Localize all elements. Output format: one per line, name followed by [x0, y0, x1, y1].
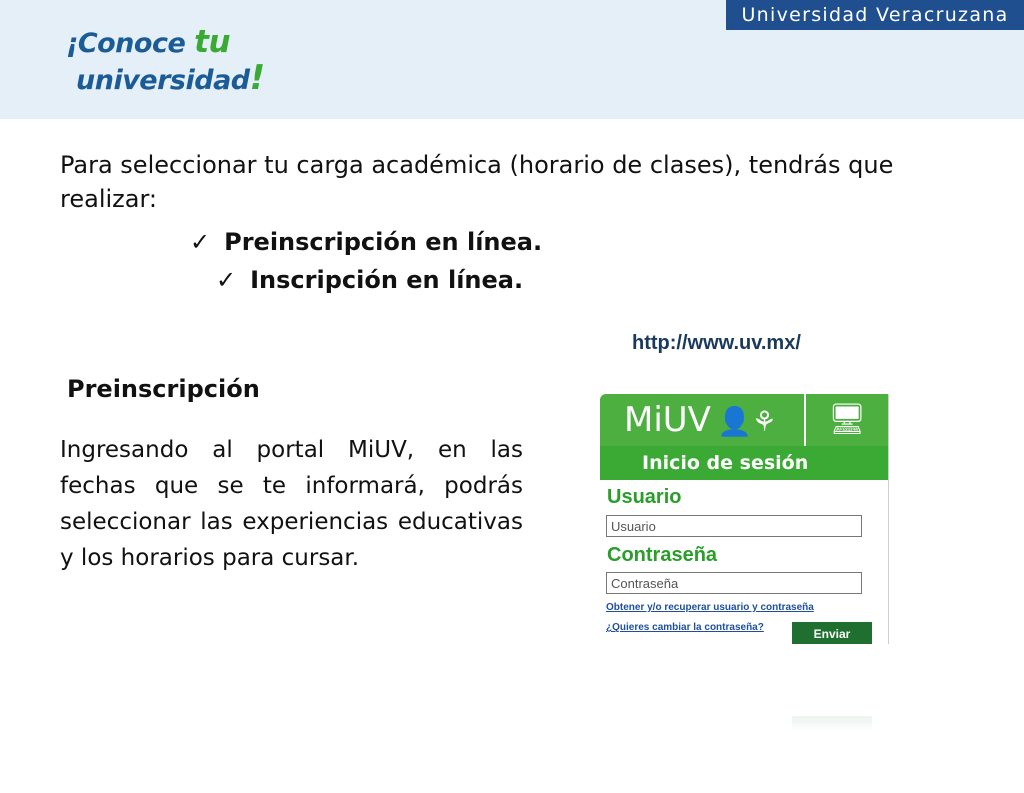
logo-line2: [76, 58, 265, 98]
section-title: Preinscripción: [67, 375, 260, 403]
user-label: Usuario: [607, 486, 682, 508]
user-crest-icon: 👤⚘: [716, 405, 777, 438]
reflection-fade: [600, 660, 888, 740]
checkmark-icon: ✓: [216, 266, 237, 294]
university-name-tag: Universidad Veracruzana: [726, 0, 1024, 30]
miuv-brand: [600, 394, 804, 446]
logo-text-exclamation: !: [249, 58, 265, 98]
checklist-item-preinscripcion: [190, 228, 542, 256]
section-body: Ingresando al portal MiUV, en las fechas que se te informará, podrás seleccionar las experiencias educativas y los horarios para cursar.: [60, 437, 523, 571]
logo-text-tu: tu: [194, 24, 231, 60]
intro-text: Para seleccionar tu carga académica (horario de clases), tendrás que realizar:: [60, 151, 894, 213]
miuv-login-card: [600, 394, 889, 644]
logo-text-universidad: universidad: [76, 65, 250, 96]
password-label: Contraseña: [607, 544, 718, 566]
send-button[interactable]: Enviar: [792, 622, 872, 644]
user-input[interactable]: [606, 515, 862, 537]
checklist-item-inscripcion: [216, 266, 523, 294]
uv-url-link[interactable]: http://www.uv.mx/: [632, 332, 801, 354]
login-card-reflection: [600, 660, 888, 740]
checklist-item-label: Preinscripción en línea.: [224, 228, 543, 256]
checkmark-icon: ✓: [190, 228, 211, 256]
checklist-item-label: Inscripción en línea.: [250, 266, 524, 294]
login-card-header: [600, 394, 888, 446]
conoce-tu-universidad-logo: [66, 24, 265, 98]
recover-credentials-link[interactable]: Obtener y/o recuperar usuario y contraseña: [606, 602, 814, 613]
monitor-icon: 🖥: [806, 394, 888, 446]
miuv-brand-text: MiUV: [624, 400, 711, 440]
logo-text-conoce: ¡Conoce: [66, 28, 195, 59]
password-input[interactable]: [606, 572, 862, 594]
logo-line1: [66, 24, 265, 60]
header-banner: [0, 0, 1024, 119]
change-password-link[interactable]: ¿Quieres cambiar la contraseña?: [606, 622, 764, 633]
login-title: Inicio de sesión: [600, 446, 888, 480]
